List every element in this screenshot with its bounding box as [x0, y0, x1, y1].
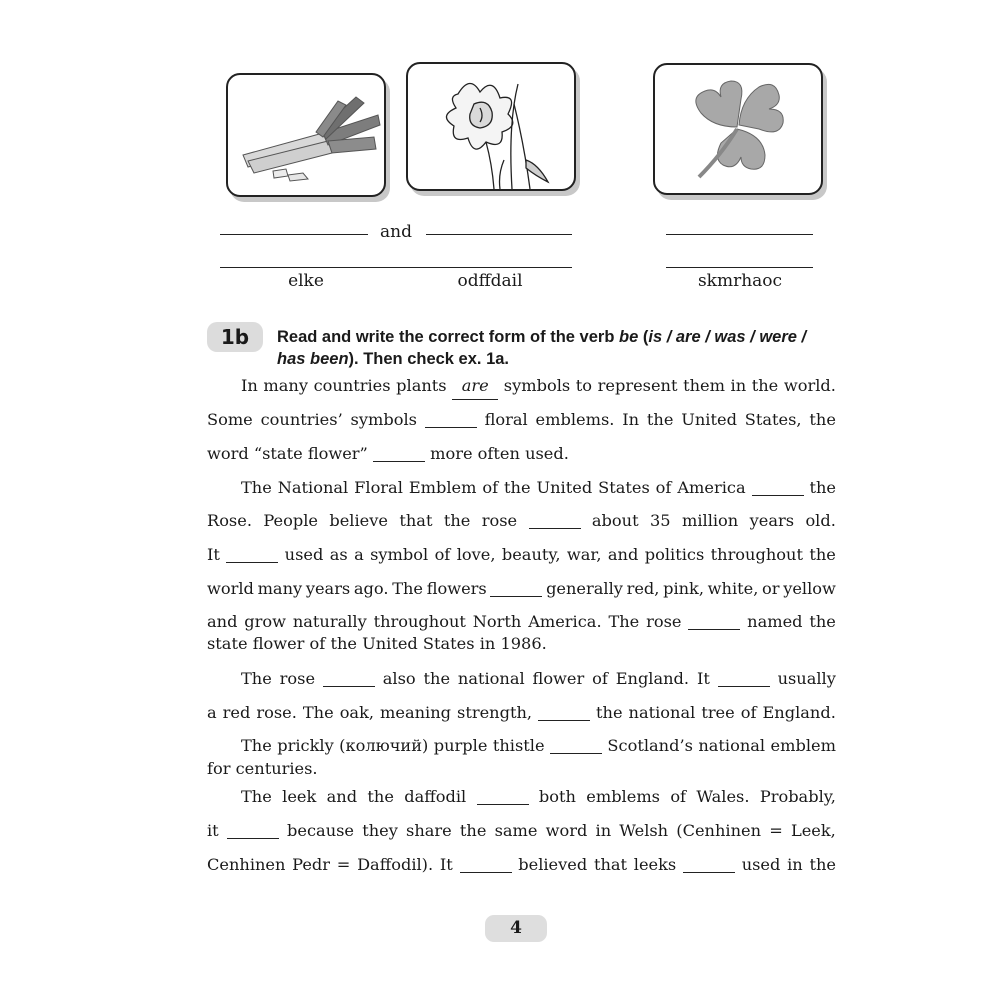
word: old.: [805, 511, 836, 530]
word: flower: [532, 669, 585, 688]
word: rose: [279, 669, 316, 688]
blank-field[interactable]: [688, 612, 740, 630]
blank-field[interactable]: [227, 821, 279, 839]
word: word: [545, 821, 588, 840]
word: flowers: [426, 579, 487, 598]
word: years: [749, 511, 795, 530]
word: used: [741, 855, 781, 874]
word: they: [362, 821, 398, 840]
text-line: [207, 511, 836, 535]
word: It: [439, 855, 453, 874]
word: as: [329, 545, 348, 564]
underline-leek-daffodil: [220, 267, 572, 268]
word: for centuries.: [207, 759, 318, 778]
word: tree: [701, 703, 735, 722]
word: Emblem: [408, 478, 477, 497]
word: plants: [396, 376, 447, 395]
word: The: [608, 612, 640, 631]
word: Welsh: [619, 821, 669, 840]
word: of: [670, 787, 687, 806]
word: purple: [433, 736, 488, 755]
blank-field[interactable]: [373, 444, 425, 462]
daffodil-picture: [406, 62, 576, 191]
word: Cenhinen: [207, 855, 286, 874]
word: believed: [518, 855, 588, 874]
word: The: [392, 579, 424, 598]
word: beauty,: [501, 545, 561, 564]
word: England.: [615, 669, 690, 688]
word: more often used.: [424, 444, 569, 463]
text-line: [207, 821, 836, 845]
answer-line-daffodil[interactable]: [426, 234, 572, 235]
leek-picture: [226, 73, 386, 197]
word: the: [459, 821, 487, 840]
word: pink,: [663, 579, 704, 598]
text-line: [207, 855, 836, 879]
word: rose.: [256, 703, 297, 722]
word: a: [207, 703, 217, 722]
word: of: [655, 478, 672, 497]
word: world.: [783, 376, 836, 395]
word: United: [681, 410, 737, 429]
text-line: [241, 669, 836, 693]
instruction-verb: be: [619, 328, 639, 346]
shamrock-picture: [653, 63, 823, 195]
word: used: [284, 545, 324, 564]
word: state flower of the United States in 1986.: [207, 634, 547, 653]
word: million: [682, 511, 739, 530]
word: grow: [244, 612, 286, 631]
exercise-number-badge: 1b: [207, 322, 263, 352]
word: of: [482, 478, 499, 497]
word: oak,: [339, 703, 375, 722]
instruction-part-a: Read and write the correct form of the verb: [277, 328, 619, 346]
word: England.: [762, 703, 836, 722]
word: The: [241, 736, 272, 755]
word: the: [504, 478, 531, 497]
word: rose: [481, 511, 518, 530]
word: emblem: [770, 736, 836, 755]
word: leek: [282, 787, 317, 806]
blank-field[interactable]: [226, 545, 278, 563]
word: yellow: [783, 579, 836, 598]
word: of: [740, 703, 757, 722]
word: thistle: [492, 736, 545, 755]
word: (колючий): [339, 736, 429, 755]
word: the: [646, 410, 674, 429]
example-answer: are: [452, 376, 498, 400]
word: both: [538, 787, 576, 806]
word: to: [575, 376, 593, 395]
word: National: [277, 478, 349, 497]
word: symbols: [350, 410, 417, 429]
shamrock-icon: [655, 65, 821, 193]
leek-icon: [228, 75, 384, 195]
word: rose: [646, 612, 682, 631]
word: prickly: [277, 736, 334, 755]
blank-field[interactable]: [460, 855, 512, 873]
underline-shamrock: [666, 267, 813, 268]
word: in: [730, 376, 747, 395]
word: in: [595, 821, 612, 840]
word: The: [302, 703, 334, 722]
word: many: [263, 376, 308, 395]
word: Daffodil).: [357, 855, 434, 874]
word: red,: [626, 579, 660, 598]
word: emblems: [586, 787, 660, 806]
word: named: [747, 612, 803, 631]
word: red: [222, 703, 251, 722]
blank-field[interactable]: [538, 703, 590, 721]
word: believe: [329, 511, 388, 530]
word: The: [241, 787, 272, 806]
word: national: [457, 669, 525, 688]
word: war,: [566, 545, 602, 564]
blank-field[interactable]: [490, 579, 542, 597]
word: countries: [313, 376, 391, 395]
text-line: [207, 545, 836, 569]
word: many: [257, 579, 303, 598]
instruction-forms: is / are / was / were / has been: [277, 328, 807, 368]
word: because: [287, 821, 355, 840]
word: Pedr: [292, 855, 331, 874]
word: the: [751, 376, 779, 395]
word: politics: [644, 545, 705, 564]
word: emblems.: [535, 410, 615, 429]
daffodil-icon: [408, 64, 574, 189]
exercise-instruction: [277, 326, 839, 370]
word: usually: [777, 669, 836, 688]
word: ago.: [353, 579, 389, 598]
connector-and: and: [380, 222, 412, 242]
scrambled-word-2: odffdail: [457, 271, 523, 291]
word: daffodil: [404, 787, 467, 806]
word: the: [809, 545, 836, 564]
word: share: [406, 821, 452, 840]
word: floral: [484, 410, 528, 429]
blank-field[interactable]: [477, 787, 529, 805]
text-line: [207, 444, 836, 468]
word: In: [622, 410, 640, 429]
answer-line-leek[interactable]: [220, 234, 368, 235]
word: them: [683, 376, 725, 395]
instruction-part-b: (: [638, 328, 649, 346]
word: the: [443, 511, 471, 530]
word: and: [607, 545, 639, 564]
word: the: [809, 855, 836, 874]
word: and: [326, 787, 358, 806]
word: a: [354, 545, 364, 564]
word: the: [809, 478, 836, 497]
word: (Cenhinen: [676, 821, 762, 840]
word: the: [596, 703, 623, 722]
text-line: [207, 759, 836, 783]
word: Wales.: [696, 787, 750, 806]
word: In: [241, 376, 258, 395]
word: of: [434, 545, 451, 564]
scrambled-word-3: skmrhaoc: [697, 271, 783, 291]
word: symbol: [370, 545, 429, 564]
word: It: [696, 669, 710, 688]
word: The: [241, 669, 272, 688]
word: It: [207, 545, 220, 564]
word: in: [787, 855, 803, 874]
text-line: [207, 579, 836, 603]
word: Some: [207, 410, 253, 429]
word: People: [263, 511, 318, 530]
word: it: [207, 821, 219, 840]
word: America: [677, 478, 746, 497]
word: meaning: [380, 703, 452, 722]
word: States: [598, 478, 650, 497]
blank-field[interactable]: [425, 410, 477, 428]
blank-field[interactable]: [683, 855, 735, 873]
word: same: [494, 821, 538, 840]
word: white,: [707, 579, 759, 598]
word: Probably,: [759, 787, 836, 806]
text-line: [207, 634, 836, 658]
word: America.: [528, 612, 602, 631]
word: the: [423, 669, 451, 688]
word: that: [399, 511, 433, 530]
word: symbols: [503, 376, 571, 395]
word: =: [769, 821, 783, 840]
word: Leek,: [790, 821, 836, 840]
word: about: [591, 511, 639, 530]
word: represent: [597, 376, 678, 395]
word: Floral: [354, 478, 403, 497]
blank-field[interactable]: [550, 736, 602, 754]
blank-field[interactable]: [529, 511, 581, 529]
word: The: [241, 478, 272, 497]
word: the: [809, 410, 836, 429]
word: United: [536, 478, 593, 497]
word: States,: [744, 410, 802, 429]
word: world: [207, 579, 254, 598]
word: the: [367, 787, 394, 806]
text-line: [207, 612, 836, 636]
word: Scotland’s: [607, 736, 693, 755]
word: =: [336, 855, 351, 874]
answer-line-shamrock[interactable]: [666, 234, 813, 235]
page-number: 4: [485, 915, 547, 942]
text-line: [241, 787, 836, 811]
word: leeks: [633, 855, 677, 874]
scrambled-word-1: elke: [288, 271, 324, 291]
blank-field[interactable]: [718, 669, 770, 687]
word: or: [762, 579, 780, 598]
text-line: [241, 478, 836, 502]
word: throughout: [710, 545, 803, 564]
word: throughout: [373, 612, 466, 631]
word: naturally: [292, 612, 367, 631]
word: North: [472, 612, 522, 631]
text-line: [207, 410, 836, 434]
word: national: [698, 736, 766, 755]
word: years: [305, 579, 351, 598]
word: word “state flower”: [207, 444, 373, 463]
text-line: [241, 736, 836, 760]
word: of: [592, 669, 608, 688]
blank-field[interactable]: [752, 478, 804, 496]
word: that: [593, 855, 628, 874]
word: countries’: [260, 410, 343, 429]
text-line: [207, 703, 836, 727]
text-line: [241, 376, 836, 400]
word: Rose.: [207, 511, 252, 530]
word: also: [382, 669, 416, 688]
blank-field[interactable]: [323, 669, 375, 687]
word: generally: [546, 579, 623, 598]
word: the: [809, 612, 836, 631]
word: 35: [650, 511, 671, 530]
word: national: [628, 703, 696, 722]
word: strength,: [457, 703, 533, 722]
word: love,: [456, 545, 496, 564]
instruction-part-c: ). Then check ex. 1a.: [348, 350, 510, 368]
word: and: [207, 612, 238, 631]
